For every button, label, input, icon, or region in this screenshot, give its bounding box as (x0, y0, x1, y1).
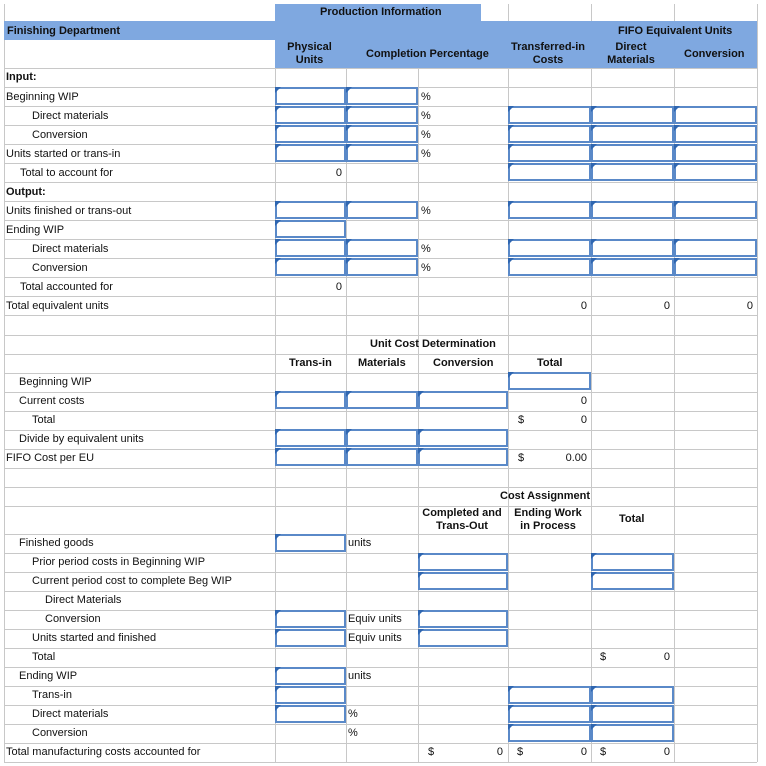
ending-wip-label: Ending WIP (6, 224, 65, 236)
col-transferred-in: Transferred-in Costs (511, 41, 585, 66)
grid-col-line (4, 4, 5, 762)
uc-fifo-cost-label: FIFO Cost per EU (6, 452, 95, 464)
uc-transin-input[interactable] (275, 391, 346, 409)
ca-direct-materials-label: Direct Materials (45, 594, 122, 606)
equiv-conversion-value: 0 (746, 300, 753, 312)
dm-equiv-units-input[interactable] (275, 610, 346, 628)
ca-direct-materials2-label: Direct materials (32, 708, 109, 720)
uc-materials-input[interactable] (346, 391, 418, 409)
started-finished-units-input[interactable] (275, 629, 346, 647)
grid-row-line (4, 68, 757, 69)
prior-period-total-input[interactable] (591, 553, 674, 571)
grid-row-line (4, 411, 757, 412)
completed-total-value: 0 (496, 746, 503, 758)
direct-materials-eu-input[interactable] (591, 239, 674, 257)
ending-conversion-label: Conversion (32, 262, 88, 274)
uc-divide-label: Divide by equivalent units (19, 433, 144, 445)
transferred-eu-input[interactable] (508, 125, 591, 143)
conversion-eu-input[interactable] (674, 144, 757, 162)
grand-total-value: 0 (663, 746, 670, 758)
uc-conversion-eu-input[interactable] (418, 429, 508, 447)
conversion-eu-input[interactable] (674, 125, 757, 143)
units-started-finished-label: Units started and finished (32, 632, 157, 644)
conversion-eu-input[interactable] (674, 258, 757, 276)
prior-period-label: Prior period costs in Beginning WIP (32, 556, 206, 568)
current-period-total-input[interactable] (591, 572, 674, 590)
transferred-eu-input[interactable] (508, 239, 591, 257)
grid-row-line (4, 373, 757, 374)
col-ca-total: Total (619, 513, 645, 525)
col-materials: Materials (358, 357, 406, 369)
equiv-units-text: Equiv units (348, 613, 402, 625)
completion-pct-input[interactable] (346, 201, 418, 219)
col-direct-materials: Direct Materials (607, 41, 655, 66)
direct-materials-eu-input[interactable] (591, 201, 674, 219)
pct-sign: % (421, 205, 431, 217)
ending-wip-units-input[interactable] (275, 667, 346, 685)
grid-row-line (4, 762, 757, 763)
units-text: units (348, 670, 372, 682)
conversion-eu-input[interactable] (674, 106, 757, 124)
ca-conversion-label: Conversion (45, 613, 101, 625)
completion-pct-input[interactable] (346, 239, 418, 257)
input-label: Input: (6, 71, 37, 83)
units-text: units (348, 537, 372, 549)
direct-materials-eu-input[interactable] (591, 125, 674, 143)
grid-row-line (4, 335, 757, 336)
ca-total-dollar: $ (600, 651, 607, 663)
completion-pct-input[interactable] (346, 144, 418, 162)
grid-row-line (4, 629, 757, 630)
pct-sign: % (421, 91, 431, 103)
started-finished-completed-input[interactable] (418, 629, 508, 647)
transferred-eu-input[interactable] (508, 163, 591, 181)
uc-total-beginning-input[interactable] (508, 372, 591, 390)
completion-pct-input[interactable] (346, 125, 418, 143)
completion-pct-input[interactable] (346, 258, 418, 276)
grid-row-line (4, 354, 757, 355)
uc-fifo-dollar: $ (518, 452, 525, 464)
transferred-eu-input[interactable] (508, 258, 591, 276)
completed-dollar: $ (428, 746, 435, 758)
grid-row-line (4, 591, 757, 592)
ending-transin-input[interactable] (275, 686, 346, 704)
grid-row-line (4, 487, 757, 488)
conversion-eu-input[interactable] (674, 163, 757, 181)
current-period-completed-input[interactable] (418, 572, 508, 590)
ca-ending-wip-label: Ending WIP (19, 670, 78, 682)
physical-units-input[interactable] (275, 87, 346, 105)
total-equiv-label: Total equivalent units (6, 300, 109, 312)
uc-fifo-value: 0.00 (565, 452, 587, 464)
total-accounted-value: 0 (335, 281, 342, 293)
pct-sign: % (421, 262, 431, 274)
units-finished-label: Units finished or trans-out (6, 205, 132, 217)
ending-transin-cost-input[interactable] (508, 686, 591, 704)
ca-trans-in-label: Trans-in (32, 689, 72, 701)
grid-row-line (4, 648, 757, 649)
ending-direct-materials-label: Direct materials (32, 243, 109, 255)
ending-conv-cost-input[interactable] (508, 724, 591, 742)
ca-total-value: 0 (663, 651, 670, 663)
equiv-units-text: Equiv units (348, 632, 402, 644)
direct-materials-label: Direct materials (32, 110, 109, 122)
conversion-eu-input[interactable] (674, 201, 757, 219)
pct-sign: % (421, 148, 431, 160)
ending-dollar: $ (517, 746, 524, 758)
uc-conversion-input[interactable] (418, 391, 508, 409)
cost-assignment-title: Cost Assignment (500, 490, 591, 502)
production-title: Production Information (320, 6, 442, 18)
uc-current-total-value: 0 (580, 395, 587, 407)
col-completed: Completed and Trans-Out (422, 507, 502, 532)
grid-col-line (418, 4, 419, 762)
physical-units-input[interactable] (275, 106, 346, 124)
uc-materials-eu-input[interactable] (346, 429, 418, 447)
grid-row-line (4, 610, 757, 611)
conversion-label: Conversion (32, 129, 88, 141)
col-physical-units: Physical Units (287, 41, 332, 66)
transferred-eu-input[interactable] (508, 144, 591, 162)
uc-conversion-cost-input[interactable] (418, 448, 508, 466)
physical-units-input[interactable] (275, 220, 346, 238)
prior-period-completed-input[interactable] (418, 553, 508, 571)
uc-total-label: Total (32, 414, 56, 426)
fifo-header: FIFO Equivalent Units (618, 25, 733, 37)
transferred-eu-input[interactable] (508, 201, 591, 219)
grid-row-line (4, 182, 757, 183)
uc-total-dollar: $ (518, 414, 525, 426)
grid-row-line (4, 506, 757, 507)
grid-row-line (4, 468, 757, 469)
grid-row-line (4, 743, 757, 744)
grid-col-line (757, 4, 758, 762)
grid-row-line (4, 315, 757, 316)
grid-row-line (4, 667, 757, 668)
current-period-label: Current period cost to complete Beg WIP (32, 575, 232, 587)
col-conversion: Conversion (684, 48, 745, 60)
direct-materials-eu-input[interactable] (591, 163, 674, 181)
pct-sign: % (421, 110, 431, 122)
col-uc-conversion: Conversion (433, 357, 494, 369)
col-uc-total: Total (537, 357, 563, 369)
physical-units-input[interactable] (275, 239, 346, 257)
ca-total-label: Total (32, 651, 56, 663)
grid-row-line (4, 220, 757, 221)
pct-sign: % (348, 727, 358, 739)
ca-conversion2-label: Conversion (32, 727, 88, 739)
grid-row-line (4, 296, 757, 297)
uc-beginning-wip-label: Beginning WIP (19, 376, 92, 388)
unit-cost-title: Unit Cost Determination (370, 338, 496, 350)
pct-sign: % (421, 129, 431, 141)
pct-sign: % (421, 243, 431, 255)
ending-transin-total-input[interactable] (591, 686, 674, 704)
completion-pct-input[interactable] (346, 87, 418, 105)
uc-transin-cost-input[interactable] (275, 448, 346, 466)
uc-total-value: 0 (580, 414, 587, 426)
output-label: Output: (6, 186, 46, 198)
pct-sign: % (348, 708, 358, 720)
grand-dollar: $ (600, 746, 607, 758)
total-to-account-label: Total to account for (20, 167, 113, 179)
department-title: Finishing Department (7, 25, 121, 37)
grid-row-line (4, 534, 757, 535)
equiv-direct-value: 0 (663, 300, 670, 312)
ending-dm-cost-input[interactable] (508, 705, 591, 723)
total-mfg-label: Total manufacturing costs accounted for (6, 746, 201, 758)
finished-goods-label: Finished goods (19, 537, 94, 549)
transferred-eu-input[interactable] (508, 106, 591, 124)
ending-dm-total-input[interactable] (591, 705, 674, 723)
physical-units-input[interactable] (275, 258, 346, 276)
ending-total-value: 0 (580, 746, 587, 758)
physical-units-input[interactable] (275, 144, 346, 162)
col-completion-percentage: Completion Percentage (366, 48, 489, 60)
uc-materials-cost-input[interactable] (346, 448, 418, 466)
ending-conv-total-input[interactable] (591, 724, 674, 742)
col-trans-in: Trans-in (289, 357, 332, 369)
direct-materials-eu-input[interactable] (591, 258, 674, 276)
physical-units-input[interactable] (275, 125, 346, 143)
direct-materials-eu-input[interactable] (591, 144, 674, 162)
col-ending-wip: Ending Work in Process (514, 507, 582, 532)
ending-dm-input[interactable] (275, 705, 346, 723)
completion-pct-input[interactable] (346, 106, 418, 124)
total-to-account-value: 0 (335, 167, 342, 179)
beginning-wip-label: Beginning WIP (6, 91, 79, 103)
equiv-transferred-value: 0 (580, 300, 587, 312)
physical-units-input[interactable] (275, 201, 346, 219)
units-started-label: Units started or trans-in (6, 148, 121, 160)
direct-materials-eu-input[interactable] (591, 106, 674, 124)
conversion-eu-input[interactable] (674, 239, 757, 257)
uc-transin-eu-input[interactable] (275, 429, 346, 447)
grid-row-line (4, 277, 757, 278)
dm-completed-input[interactable] (418, 610, 508, 628)
uc-current-costs-label: Current costs (19, 395, 85, 407)
total-accounted-label: Total accounted for (20, 281, 113, 293)
finished-goods-units-input[interactable] (275, 534, 346, 552)
